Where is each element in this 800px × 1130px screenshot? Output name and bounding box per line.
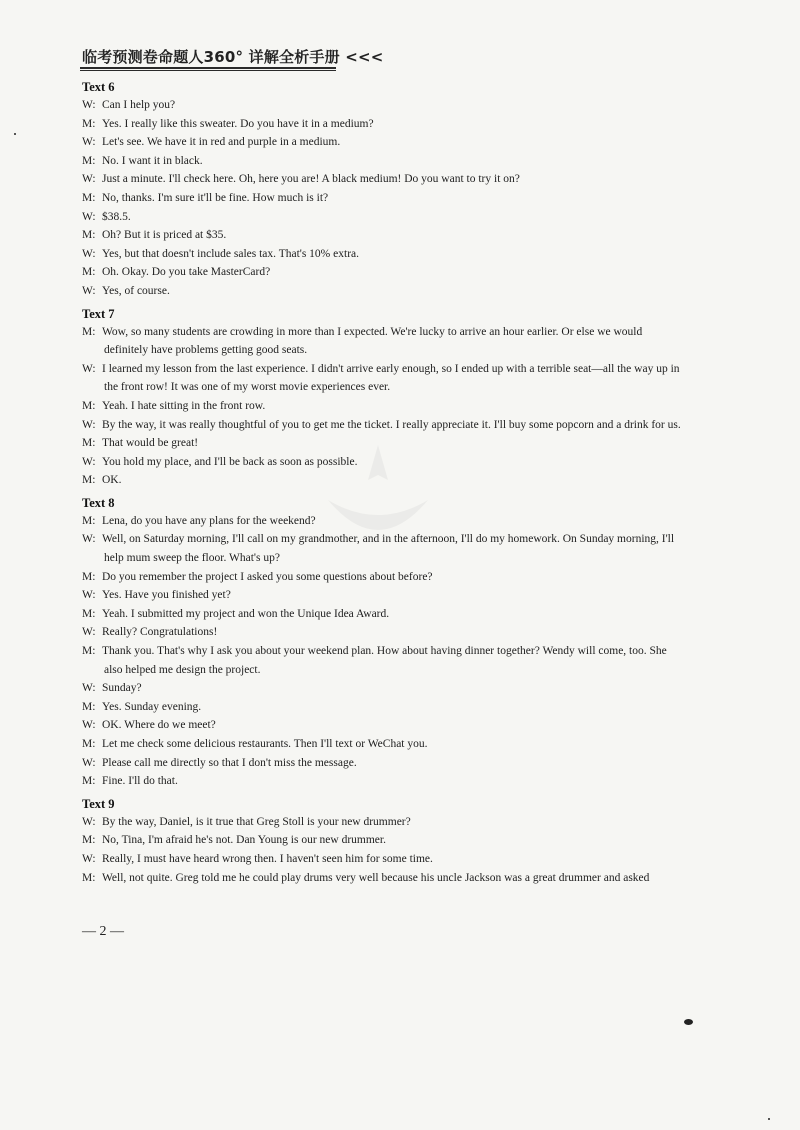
- dialogue-text: Yes, of course.: [102, 284, 170, 297]
- dialogue-line: [82, 586, 687, 605]
- dialogue-line: [82, 850, 687, 869]
- dialogue-text: OK. Where do we meet?: [102, 719, 216, 732]
- dialogue-line: [82, 397, 687, 416]
- dialogue-text: Wow, so many students are crowding in more than I expected. We're lucky to arrive an hour earlier. Or else we would definitely have problems getting good seats.: [102, 325, 643, 357]
- speaker-label: W:: [82, 719, 96, 732]
- dialogue-line: [82, 189, 687, 208]
- speaker-label: W:: [82, 136, 96, 149]
- transcript-content: [82, 76, 687, 887]
- dialogue-line: [82, 416, 687, 435]
- speaker-label: W:: [82, 362, 96, 375]
- dialogue-text: OK.: [102, 474, 122, 487]
- dialogue-text: No, Tina, I'm afraid he's not. Dan Young is our new drummer.: [102, 834, 386, 847]
- scan-speck: [684, 1019, 693, 1025]
- dialogue-text: Please call me directly so that I don't miss the message.: [102, 756, 357, 769]
- dialogue-text: You hold my place, and I'll be back as soon as possible.: [102, 455, 358, 468]
- dialogue-text: Oh? But it is priced at $35.: [102, 229, 227, 242]
- speaker-label: M:: [82, 738, 96, 750]
- dialogue-line: [82, 471, 687, 490]
- dialogue-text: Really, I must have heard wrong then. I haven't seen him for some time.: [102, 852, 433, 865]
- speaker-label: M:: [82, 700, 96, 713]
- transcript-section: [82, 795, 687, 887]
- dialogue-text: $38.5.: [102, 210, 131, 223]
- scan-speck: [768, 1118, 770, 1120]
- speaker-label: M:: [82, 514, 96, 527]
- speaker-label: M:: [82, 474, 96, 487]
- speaker-label: M:: [82, 607, 96, 620]
- dialogue-text: Yes. Have you finished yet?: [102, 589, 231, 602]
- dialogue-line: [82, 263, 687, 282]
- dialogue-line: [82, 512, 687, 531]
- speaker-label: M:: [82, 154, 96, 167]
- dialogue-line: [82, 754, 687, 773]
- dialogue-line: [82, 716, 687, 735]
- dialogue-line: [82, 115, 687, 134]
- speaker-label: W:: [82, 852, 96, 865]
- speaker-label: W:: [82, 756, 96, 769]
- dialogue-line: [82, 735, 687, 754]
- speaker-label: M:: [82, 229, 96, 242]
- speaker-label: M:: [82, 871, 96, 884]
- speaker-label: M:: [82, 117, 96, 130]
- dialogue-text: Just a minute. I'll check here. Oh, here you are! A black medium! Do you want to try it on?: [102, 173, 520, 186]
- dialogue-text: Yes. I really like this sweater. Do you have it in a medium?: [102, 117, 374, 130]
- dialogue-line: [82, 245, 687, 264]
- speaker-label: M:: [82, 775, 96, 788]
- dialogue-line: [82, 96, 687, 115]
- header-rule-thin: [80, 70, 336, 71]
- speaker-label: W:: [82, 815, 96, 828]
- dialogue-line: [82, 434, 687, 453]
- speaker-label: W:: [82, 589, 96, 602]
- section-title: Text 8: [82, 495, 115, 510]
- dialogue-text: I learned my lesson from the last experience. I didn't arrive early enough, so I ended up with a terrible seat—all the way up in the front row! It was one of my worst movie experiences ever.: [102, 362, 680, 394]
- dialogue-line: [82, 360, 687, 397]
- dialogue-text: Really? Congratulations!: [102, 626, 218, 639]
- speaker-label: M:: [82, 645, 96, 658]
- speaker-label: M:: [82, 570, 96, 583]
- speaker-label: W:: [82, 173, 96, 186]
- section-title: Text 7: [82, 306, 115, 321]
- speaker-label: W:: [82, 99, 96, 111]
- dialogue-line: [82, 605, 687, 624]
- speaker-label: W:: [82, 418, 96, 431]
- speaker-label: M:: [82, 266, 96, 279]
- header-rule: [80, 67, 336, 69]
- dialogue-line: [82, 226, 687, 245]
- dialogue-line: [82, 530, 687, 567]
- dialogue-text: Well, not quite. Greg told me he could play drums very well because his uncle Jackson was a great drummer and asked: [102, 871, 650, 884]
- dialogue-text: Let's see. We have it in red and purple in a medium.: [102, 136, 341, 149]
- dialogue-line: [82, 679, 687, 698]
- dialogue-line: [82, 323, 687, 360]
- speaker-label: W:: [82, 455, 96, 468]
- speaker-label: M:: [82, 834, 96, 847]
- dialogue-line: [82, 170, 687, 189]
- scan-speck: [14, 133, 16, 135]
- speaker-label: M:: [82, 399, 96, 412]
- dialogue-text: Yes. Sunday evening.: [102, 700, 202, 713]
- section-title: Text 6: [82, 80, 115, 94]
- dialogue-line: [82, 152, 687, 171]
- speaker-label: M:: [82, 191, 96, 204]
- dialogue-line: [82, 813, 687, 832]
- dialogue-line: [82, 568, 687, 587]
- dialogue-text: Lena, do you have any plans for the weekend?: [102, 514, 316, 527]
- speaker-label: W:: [82, 210, 96, 223]
- dialogue-text: Thank you. That's why I ask you about your weekend plan. How about having dinner together? Wendy will come, too. She also helped me design the project.: [102, 645, 667, 676]
- dialogue-line: [82, 453, 687, 472]
- dialogue-text: By the way, Daniel, is it true that Greg Stoll is your new drummer?: [102, 815, 411, 828]
- dialogue-text: Yeah. I submitted my project and won the Unique Idea Award.: [102, 607, 390, 620]
- dialogue-text: Well, on Saturday morning, I'll call on my grandmother, and in the afternoon, I'll do my homework. On Sunday morning, I'll help mum sweep the floor. What's up?: [102, 533, 675, 565]
- transcript-section: [82, 78, 687, 301]
- dialogue-text: Fine. I'll do that.: [102, 775, 178, 788]
- dialogue-text: Yes, but that doesn't include sales tax. That's 10% extra.: [102, 247, 359, 260]
- page-number: — 2 —: [82, 924, 124, 939]
- dialogue-text: Sunday?: [102, 682, 142, 695]
- speaker-label: W:: [82, 284, 96, 297]
- dialogue-line: [82, 642, 687, 679]
- dialogue-line: [82, 831, 687, 850]
- dialogue-line: [82, 623, 687, 642]
- dialogue-text: Let me check some delicious restaurants. Then I'll text or WeChat you.: [102, 738, 428, 750]
- dialogue-line: [82, 869, 687, 888]
- dialogue-line: [82, 282, 687, 301]
- speaker-label: M:: [82, 437, 96, 450]
- dialogue-text: By the way, it was really thoughtful of you to get me the ticket. I really appreciate it. I'll buy some popcorn and a drink for us.: [102, 418, 681, 431]
- speaker-label: W:: [82, 626, 96, 639]
- dialogue-text: No. I want it in black.: [102, 154, 203, 167]
- speaker-label: M:: [82, 325, 96, 338]
- dialogue-line: [82, 133, 687, 152]
- dialogue-text: Yeah. I hate sitting in the front row.: [102, 399, 266, 412]
- dialogue-line: [82, 208, 687, 227]
- speaker-label: W:: [82, 247, 96, 260]
- dialogue-line: [82, 772, 687, 791]
- speaker-label: W:: [82, 533, 96, 546]
- dialogue-text: That would be great!: [102, 437, 199, 450]
- dialogue-text: Oh. Okay. Do you take MasterCard?: [102, 266, 271, 279]
- transcript-section: [82, 305, 687, 490]
- dialogue-text: Do you remember the project I asked you some questions about before?: [102, 570, 433, 583]
- running-header: 临考预测卷命题人360° 详解全析手册 <<<: [82, 48, 384, 66]
- dialogue-line: [82, 698, 687, 717]
- dialogue-text: No, thanks. I'm sure it'll be fine. How much is it?: [102, 191, 329, 204]
- transcript-section: [82, 494, 687, 791]
- section-title: Text 9: [82, 796, 115, 811]
- dialogue-text: Can I help you?: [102, 99, 176, 111]
- speaker-label: W:: [82, 682, 96, 695]
